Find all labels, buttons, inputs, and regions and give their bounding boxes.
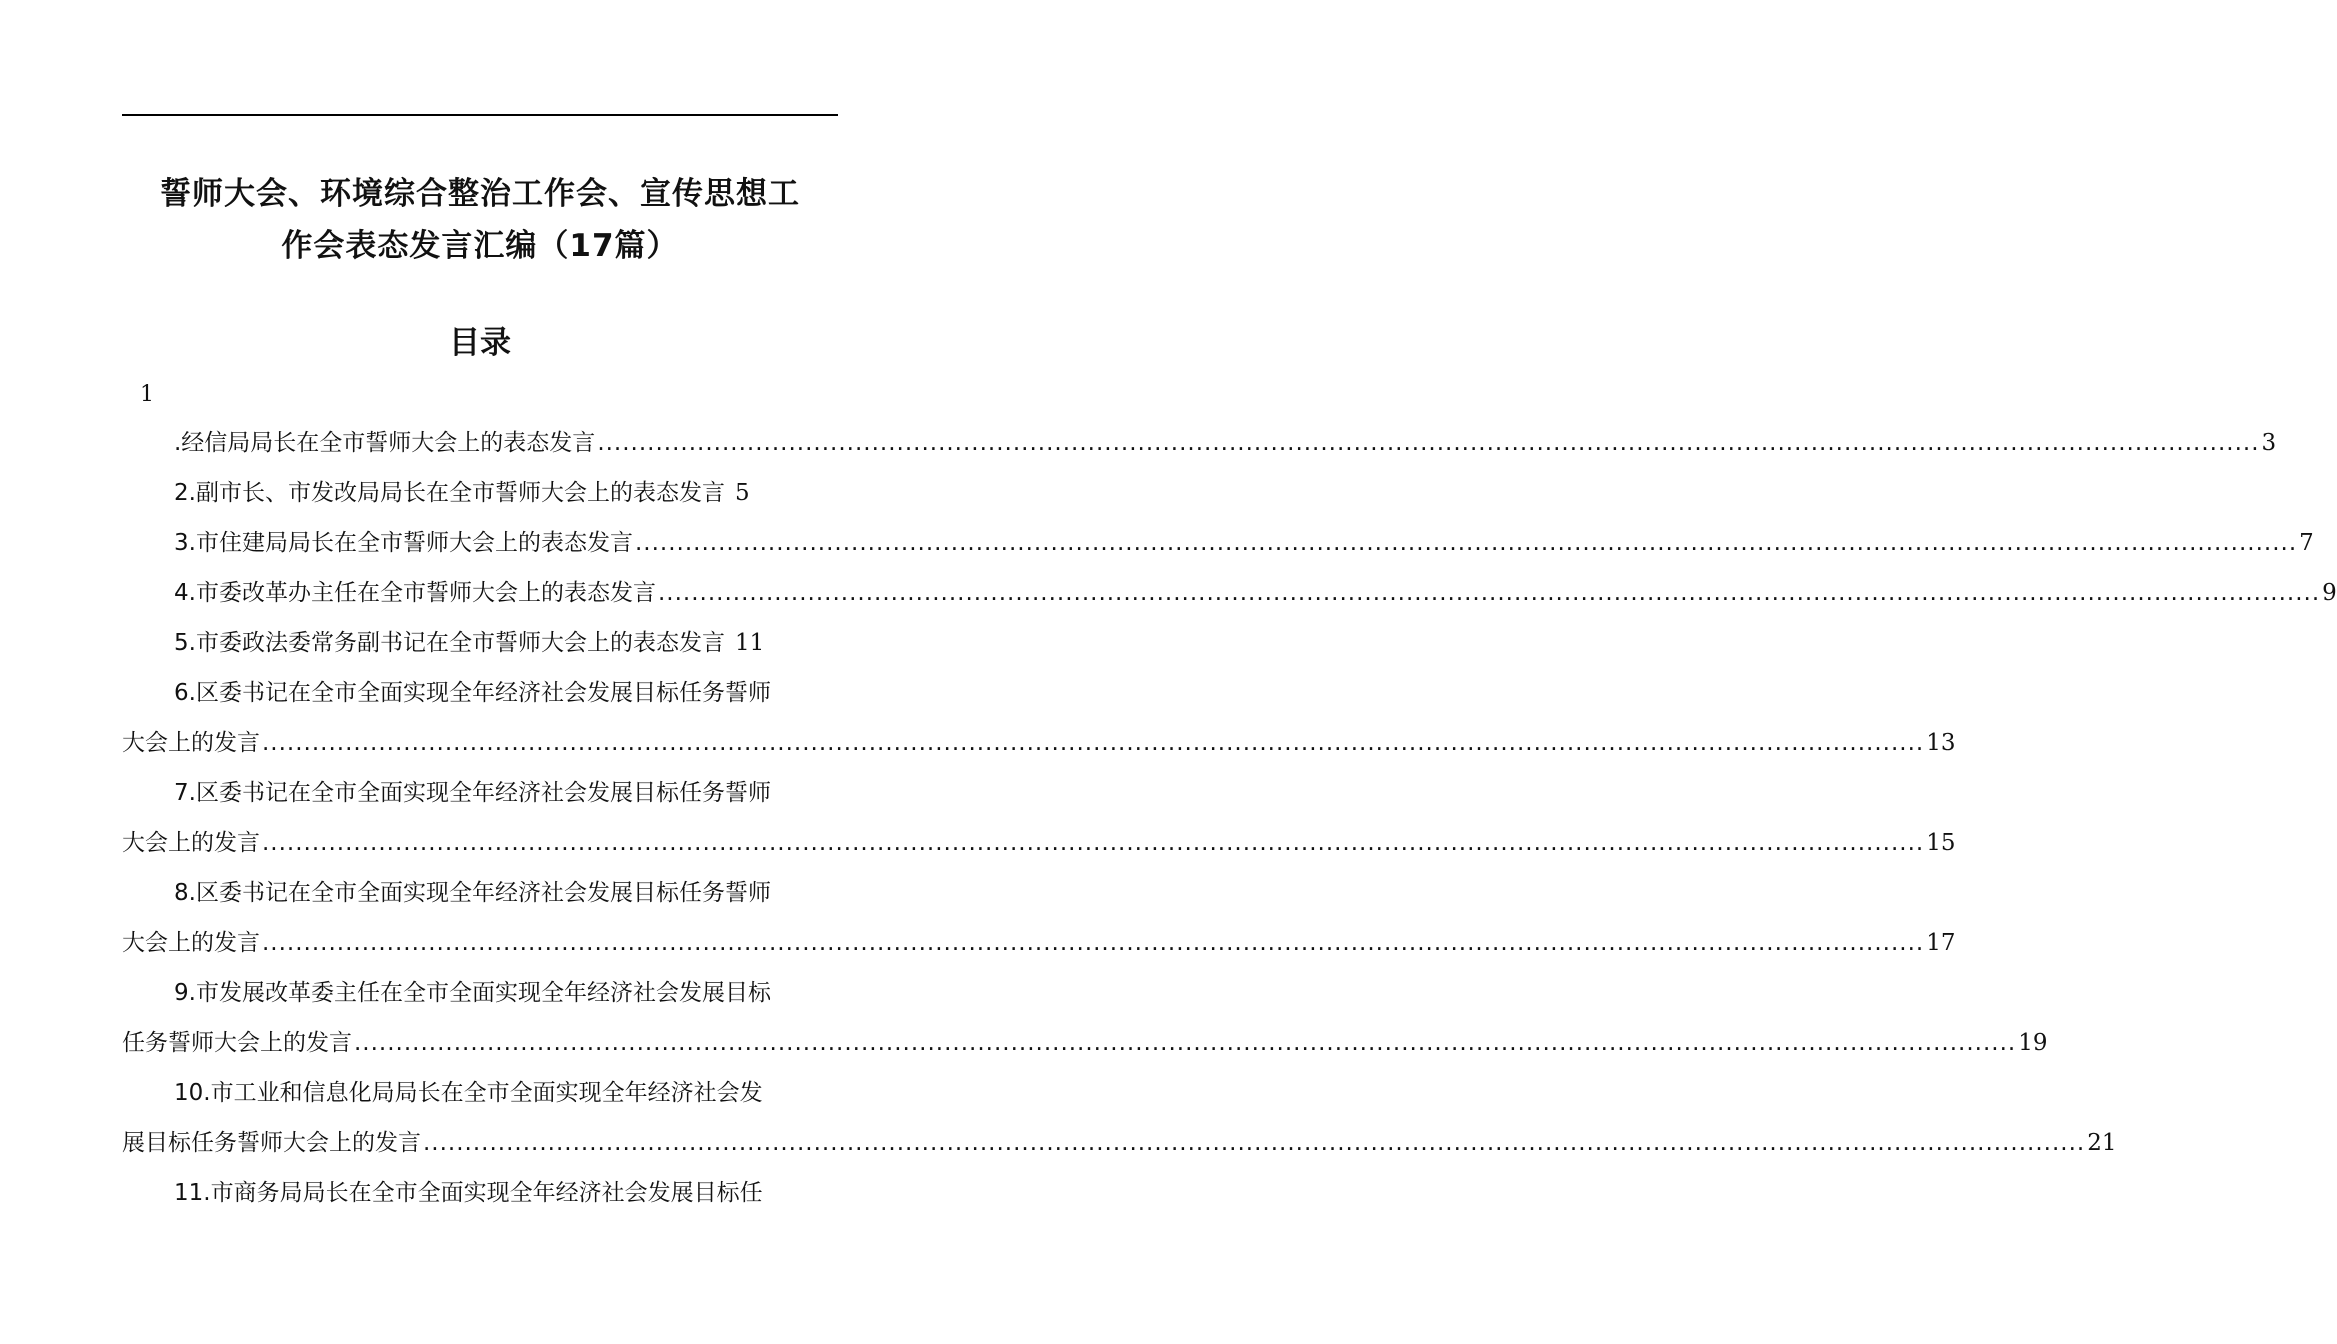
toc-entry-title: 11.市商务局局长在全市全面实现全年经济社会发展目标任 (174, 1180, 763, 1206)
toc-leader-dots: ........................................................................................................................................................................................................ (597, 430, 2260, 456)
toc-entry-title: 8.区委书记在全市全面实现全年经济社会发展目标任务誓师 (174, 880, 771, 906)
toc-entry-title: 4.市委改革办主任在全市誓师大会上的表态发言 (174, 580, 656, 606)
toc-entry[interactable] (122, 518, 2314, 568)
toc-leader-dots: ........................................................................................................................................................................................................ (634, 530, 2298, 556)
toc-page-number: 9 (2322, 580, 2337, 606)
toc-entry[interactable] (122, 1068, 2117, 1168)
toc-leader-dots: ........................................................................................................................................................................................................ (423, 1130, 2086, 1156)
toc-entry[interactable] (122, 1168, 838, 1218)
toc-page-number: 17 (1926, 930, 1956, 956)
toc-page-number: 13 (1926, 730, 1956, 756)
toc-entry[interactable] (122, 568, 2337, 618)
toc-entry-title: 9.市发展改革委主任在全市全面实现全年经济社会发展目标 (174, 980, 771, 1006)
page-marker: 1 (140, 382, 154, 407)
toc-leader-dots: ........................................................................................................................................................................................................ (354, 1030, 2017, 1056)
toc-entry-title: 5.市委政法委常务副书记在全市誓师大会上的表态发言 (174, 630, 725, 656)
toc-leader-dots: ........................................................................................................................................................................................................ (657, 580, 2321, 606)
toc-entry-title: .经信局局长在全市誓师大会上的表态发言 (174, 430, 596, 456)
toc-page-number: 3 (2261, 430, 2277, 456)
toc-entry[interactable] (122, 468, 838, 518)
toc-page-number: 7 (2299, 530, 2314, 556)
toc-entry-title: 2.副市长、市发改局局长在全市誓师大会上的表态发言 (174, 480, 725, 506)
toc-page-number: 11 (734, 630, 765, 656)
toc-entry[interactable] (122, 968, 2048, 1068)
toc-page-number: 21 (2087, 1130, 2117, 1156)
toc-entry-title: 7.区委书记在全市全面实现全年经济社会发展目标任务誓师 (174, 780, 771, 806)
toc-entry[interactable] (122, 618, 838, 668)
toc-leader-dots: ........................................................................................................................................................................................................ (262, 930, 1925, 956)
toc-page-number: 15 (1926, 830, 1956, 856)
toc-entry[interactable] (122, 668, 1956, 768)
toc-entry-title-cont: 展目标任务誓师大会上的发言 (122, 1130, 421, 1156)
toc-entry-title-cont: 大会上的发言 (122, 830, 260, 856)
toc-entry[interactable] (122, 868, 1956, 968)
toc-entry-title: 3.市住建局局长在全市誓师大会上的表态发言 (174, 530, 633, 556)
toc-heading: 目录 (449, 325, 511, 361)
toc-entry[interactable] (122, 418, 2277, 468)
toc-leader-dots: ........................................................................................................................................................................................................ (262, 830, 1925, 856)
document-title (100, 168, 860, 272)
toc-leader-dots: ........................................................................................................................................................................................................ (262, 730, 1925, 756)
title-line-2: 作会表态发言汇编（17篇） (281, 228, 679, 264)
toc-page-number: 5 (734, 480, 750, 506)
toc-page-number: 19 (2018, 1030, 2048, 1056)
toc-entry-title-cont: 大会上的发言 (122, 730, 260, 756)
toc-entry-title: 10.市工业和信息化局局长在全市全面实现全年经济社会发 (174, 1080, 763, 1106)
toc-entry-title-cont: 大会上的发言 (122, 930, 260, 956)
table-of-contents (122, 418, 2337, 1218)
toc-entry[interactable] (122, 768, 1956, 868)
title-line-1: 誓师大会、环境综合整治工作会、宣传思想工 (160, 176, 800, 212)
header-rule (122, 114, 838, 116)
toc-entry-title: 6.区委书记在全市全面实现全年经济社会发展目标任务誓师 (174, 680, 771, 706)
toc-entry-title-cont: 任务誓师大会上的发言 (122, 1030, 352, 1056)
